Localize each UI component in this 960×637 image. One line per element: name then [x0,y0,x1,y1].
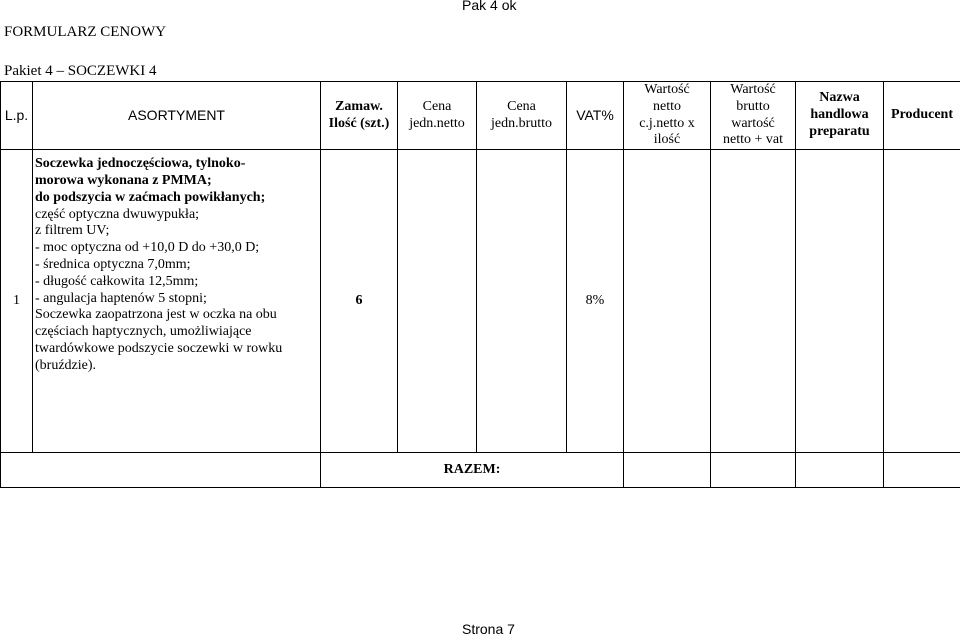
col-value-net-header-line: netto [624,99,710,116]
col-trade-name-header [796,82,884,150]
description-line: z filtrem UV; [35,223,318,240]
total-row [1,453,960,488]
col-unit-gross-header-line: jedn.brutto [477,116,566,133]
col-trade-name-header-line: Nazwa [796,90,883,107]
col-value-gross-header-line: Wartość [711,82,795,99]
description-line: - średnica optyczna 7,0mm; [35,257,318,274]
row-vat: 8% [567,150,624,453]
col-value-gross-header-line: wartość [711,116,795,133]
col-value-net-header-line: Wartość [624,82,710,99]
col-unit-net-header [398,82,477,150]
description-line: do podszycia w zaćmach powikłanych; [35,190,318,207]
description-line: Soczewka jednoczęściowa, tylnoko- [35,156,318,173]
row-trade-name [796,150,884,453]
col-vat-header: VAT% [567,82,624,150]
description-line: - moc optyczna od +10,0 D do +30,0 D; [35,240,318,257]
description-line: częściach haptycznych, umożliwiające [35,324,318,341]
col-unit-gross-header-line: Cena [477,99,566,116]
col-lp-header: L.p. [1,82,33,150]
col-trade-name-header-line: handlowa [796,107,883,124]
row-producer [884,150,960,453]
total-empty-cell [1,453,321,488]
description-line: morowa wykonana z PMMA; [35,173,318,190]
row-value-net [624,150,711,453]
description-line: - angulacja haptenów 5 stopni; [35,291,318,308]
col-unit-net-header-line: jedn.netto [398,116,476,133]
price-table [0,81,960,488]
col-value-net-header-line: ilość [624,132,710,149]
row-description [33,150,321,453]
header-row [1,82,960,150]
col-qty-header-line: Ilość (szt.) [321,116,397,133]
total-value-gross [711,453,796,488]
col-value-gross-header-line: brutto [711,99,795,116]
total-blank-1 [796,453,884,488]
col-asortyment-header: ASORTYMENT [33,82,321,150]
row-qty: 6 [321,150,398,453]
col-value-net-header [624,82,711,150]
total-blank-2 [884,453,960,488]
description-line: Soczewka zaopatrzona jest w oczka na obu [35,307,318,324]
total-label: RAZEM: [321,453,624,488]
header-note: Pak 4 ok [462,0,516,13]
col-value-gross-header-line: netto + vat [711,132,795,149]
row-lp: 1 [1,150,33,453]
row-unit-net [398,150,477,453]
col-unit-net-header-line: Cena [398,99,476,116]
col-producer-header: Producent [884,82,960,150]
total-value-net [624,453,711,488]
row-unit-gross [477,150,567,453]
row-value-gross [711,150,796,453]
description-line: - długość całkowita 12,5mm; [35,274,318,291]
description-line: twardówkowe podszycie soczewki w rowku [35,341,318,358]
col-qty-header-line: Zamaw. [321,99,397,116]
col-qty-header [321,82,398,150]
document-title: FORMULARZ CENOWY [4,24,166,41]
description-line: część optyczna dwuwypukła; [35,207,318,224]
col-value-net-header-line: c.j.netto x [624,116,710,133]
col-unit-gross-header [477,82,567,150]
package-label: Pakiet 4 – SOCZEWKI 4 [4,63,156,80]
page-footer: Strona 7 [462,621,515,637]
col-trade-name-header-line: preparatu [796,124,883,141]
col-value-gross-header [711,82,796,150]
table-row [1,150,960,453]
description-line: (bruździe). [35,358,318,375]
